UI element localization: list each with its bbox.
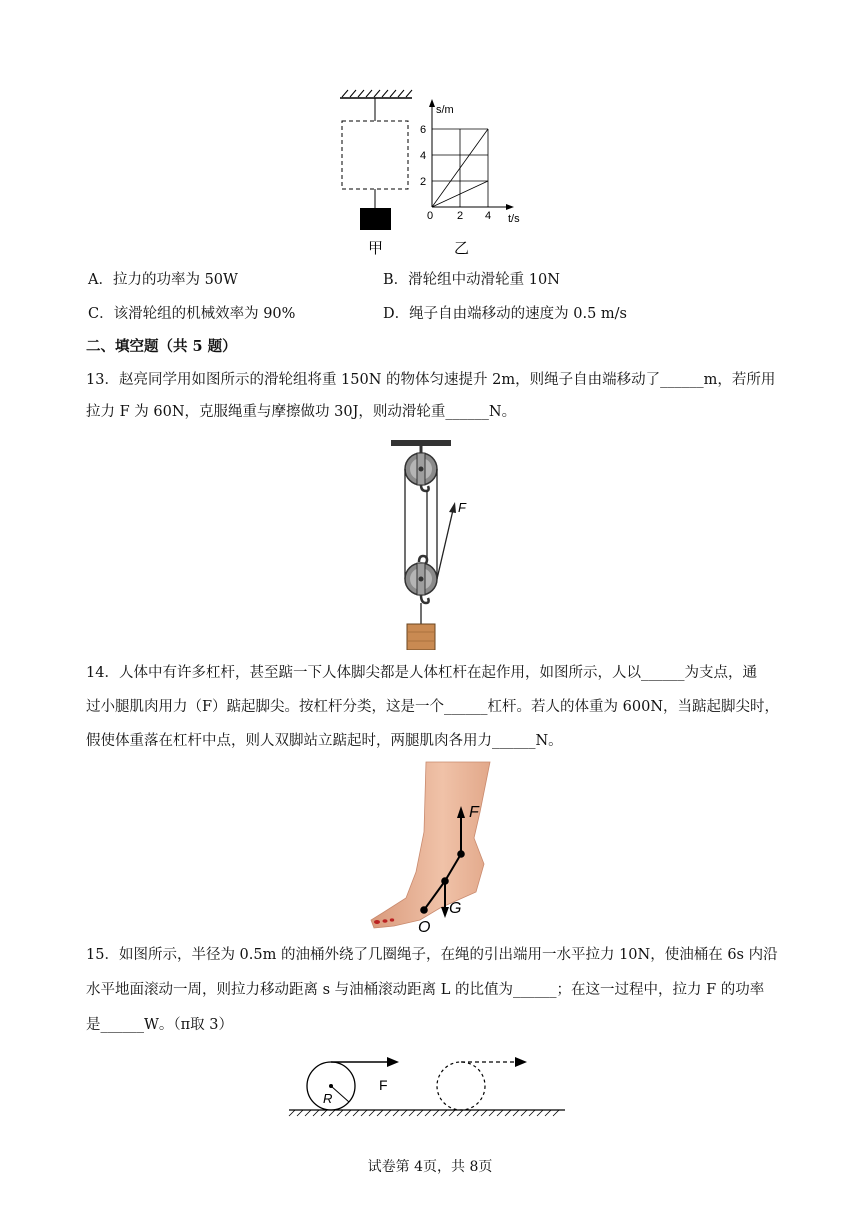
- q12-x-tick: 4: [485, 210, 492, 222]
- q12-option-a: A．拉力的功率为 50W: [88, 272, 238, 288]
- q15-label-r: R: [323, 1091, 333, 1106]
- q12-x-tick: 2: [457, 210, 464, 222]
- q15-barrel-figure: [285, 1048, 570, 1120]
- q13-line-1: 13．赵亮同学用如图所示的滑轮组将重 150N 的物体匀速提升 2m，则绳子自由端移动了______m，若所用: [86, 372, 776, 388]
- q15-line-3: 是______W。（π取 3）: [86, 1017, 234, 1033]
- q13-line-2: 拉力 F 为 60N，克服绳重与摩擦做功 30J，则动滑轮重______N。: [86, 404, 517, 420]
- q12-label-yi: 乙: [454, 240, 470, 257]
- q15-line-2: 水平地面滚动一周，则拉力移动距离 s 与油桶滚动距离 L 的比值为______；在这一过程中，拉力 F 的功率: [86, 982, 765, 998]
- q12-axis-y-label: s/m: [436, 104, 454, 116]
- q12-option-b: B．滑轮组中动滑轮重 10N: [383, 272, 560, 288]
- page-footer: 试卷第 4页，共 8页: [367, 1159, 493, 1175]
- q14-label-f: F: [469, 804, 479, 821]
- q12-x-tick: 0: [427, 210, 434, 222]
- q14-foot-figure: [368, 760, 498, 938]
- q12-label-jia: 甲: [368, 240, 384, 257]
- q14-line-1: 14．人体中有许多杠杆，甚至踮一下人体脚尖都是人体杠杆在起作用，如图所示，人以______为支点，通: [86, 665, 757, 681]
- q15-line-1: 15．如图所示，半径为 0.5m 的油桶外绕了几圈绳子，在绳的引出端用一水平拉力 10N，使油桶在 6s 内沿: [86, 947, 778, 963]
- q15-label-f: F: [379, 1077, 388, 1093]
- q12-option-d: D．绳子自由端移动的速度为 0.5 m/s: [383, 306, 627, 322]
- q12-y-tick: 6: [420, 124, 427, 136]
- q12-option-c: C．该滑轮组的机械效率为 90%: [88, 306, 296, 322]
- q14-line-3: 假使体重落在杠杆中点，则人双脚站立踮起时，两腿肌肉各用力______N。: [86, 733, 563, 749]
- q14-label-g: G: [449, 900, 462, 917]
- section-title: 二、填空题（共 5 题）: [86, 338, 237, 355]
- q12-figure: [330, 85, 530, 260]
- q13-pulley-figure: [385, 436, 475, 650]
- q12-y-tick: 4: [420, 150, 427, 162]
- q12-y-tick: 2: [420, 176, 427, 188]
- q13-force-label: F: [458, 500, 466, 515]
- q12-axis-x-label: t/s: [508, 213, 520, 225]
- q14-line-2: 过小腿肌肉用力（F）踮起脚尖。按杠杆分类，这是一个______杠杆。若人的体重为 600N，当踮起脚尖时，: [86, 699, 780, 715]
- q14-label-o: O: [418, 919, 431, 936]
